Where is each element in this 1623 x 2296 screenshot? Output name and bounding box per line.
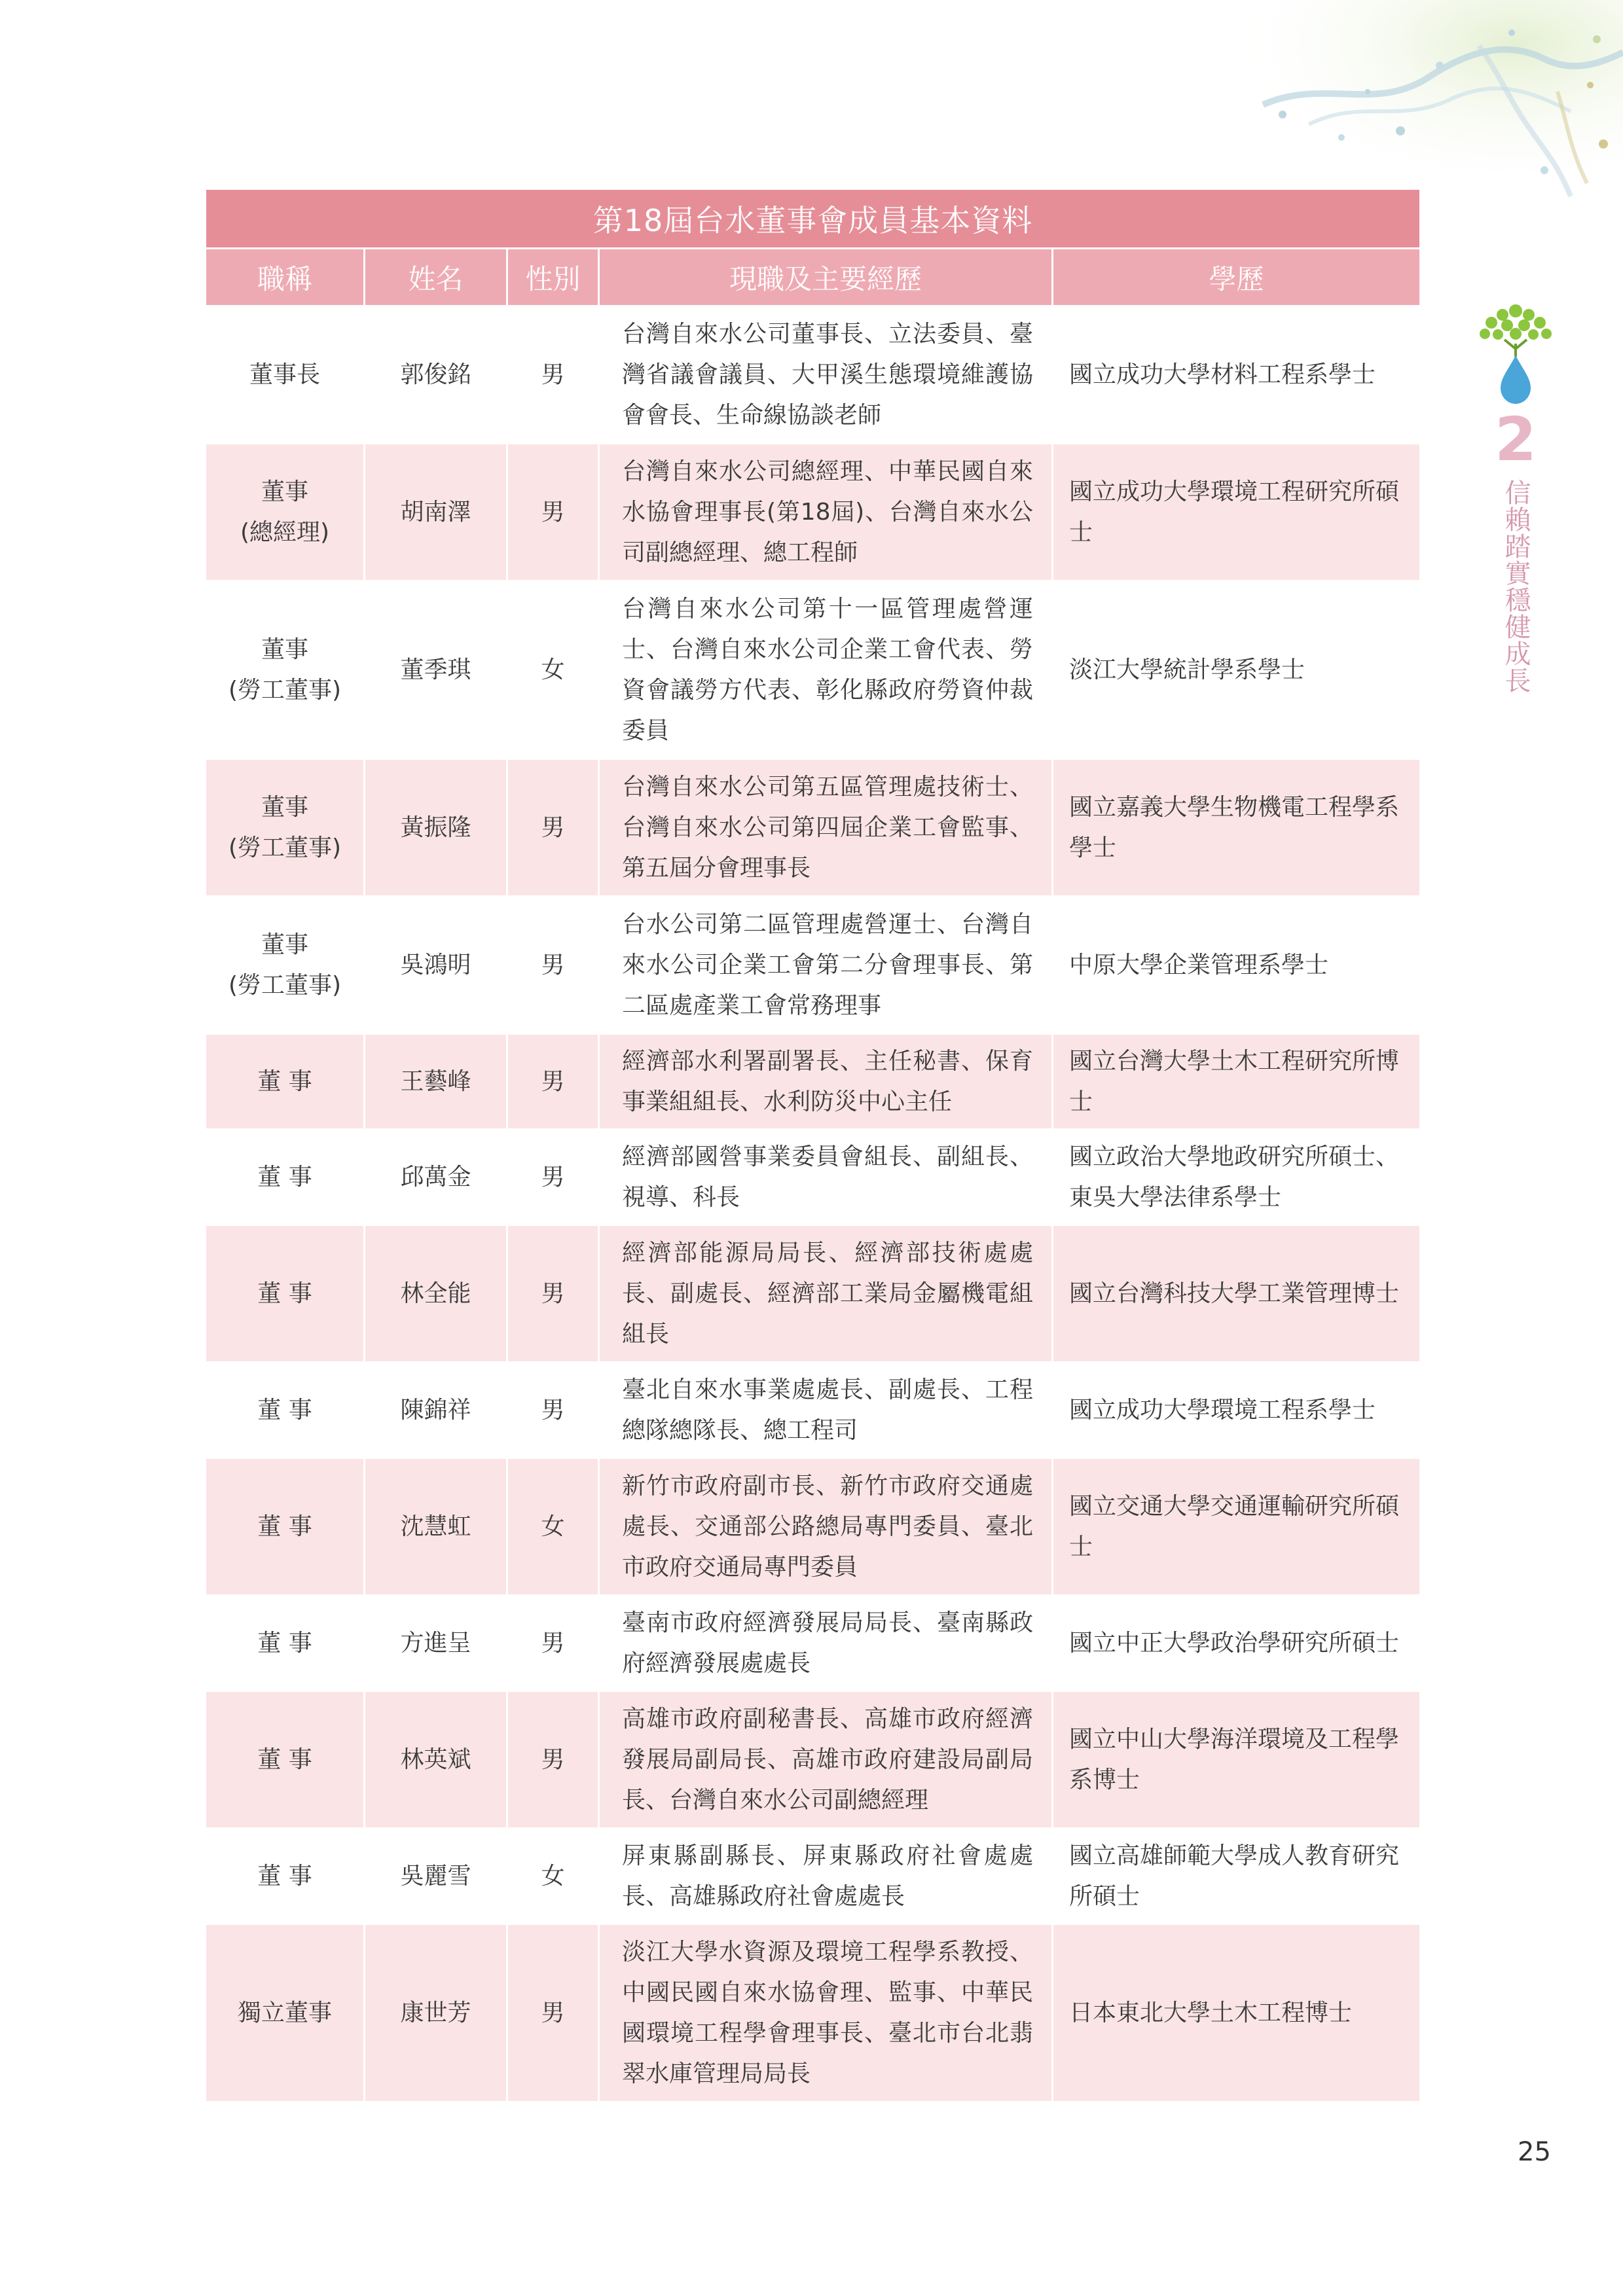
cell-education: 日本東北大學土木工程博士: [1053, 1924, 1421, 2102]
cell-gender: 男: [507, 1130, 599, 1225]
cell-gender: 男: [507, 306, 599, 444]
cell-name: 林英斌: [365, 1691, 507, 1829]
water-splash-decoration: [1204, 0, 1623, 216]
cell-position: 董 事: [206, 1130, 365, 1225]
cell-experience: 台灣自來水公司董事長、立法委員、臺灣省議會議員、大甲溪生態環境維護協會會長、生命線協談老師: [599, 306, 1053, 444]
cell-position: 董 事: [206, 1458, 365, 1596]
cell-name: 林全能: [365, 1225, 507, 1363]
cell-gender: 男: [507, 759, 599, 897]
cell-education: 國立成功大學材料工程系學士: [1053, 306, 1421, 444]
table-row: [206, 581, 1421, 759]
cell-education: 國立成功大學環境工程研究所碩士: [1053, 444, 1421, 581]
cell-experience: 高雄市政府副秘書長、高雄市政府經濟發展局副局長、高雄市政府建設局副局長、台灣自來水公司副總經理: [599, 1691, 1053, 1829]
cell-education: 國立中山大學海洋環境及工程學系博士: [1053, 1691, 1421, 1829]
cell-name: 胡南澤: [365, 444, 507, 581]
chapter-number: 2: [1494, 404, 1537, 475]
cell-gender: 女: [507, 581, 599, 759]
cell-name: 沈慧虹: [365, 1458, 507, 1596]
cell-experience: 臺北自來水事業處處長、副處長、工程總隊總隊長、總工程司: [599, 1363, 1053, 1458]
cell-name: 黃振隆: [365, 759, 507, 897]
page-number: 25: [1518, 2137, 1551, 2167]
table-row: [206, 1924, 1421, 2102]
cell-gender: 女: [507, 1829, 599, 1924]
cell-education: 中原大學企業管理系學士: [1053, 897, 1421, 1034]
table-row: [206, 759, 1421, 897]
cell-gender: 男: [507, 897, 599, 1034]
table-row: [206, 1225, 1421, 1363]
tree-waterdrop-icon: [1473, 298, 1558, 406]
chapter-title: 信賴踏實穩健成長: [1501, 479, 1531, 694]
cell-position: 董 事: [206, 1829, 365, 1924]
cell-name: 郭俊銘: [365, 306, 507, 444]
cell-education: 國立嘉義大學生物機電工程學系學士: [1053, 759, 1421, 897]
cell-gender: 男: [507, 1363, 599, 1458]
cell-education: 國立政治大學地政研究所碩士、東吳大學法律系學士: [1053, 1130, 1421, 1225]
cell-education: 國立台灣大學土木工程研究所博士: [1053, 1034, 1421, 1130]
cell-education: 國立中正大學政治學研究所碩士: [1053, 1596, 1421, 1691]
cell-position: 董 事: [206, 1596, 365, 1691]
cell-gender: 男: [507, 1691, 599, 1829]
cell-experience: 經濟部水利署副署長、主任秘書、保育事業組組長、水利防災中心主任: [599, 1034, 1053, 1130]
table-row: [206, 1130, 1421, 1225]
cell-position: 董事 (勞工董事): [206, 581, 365, 759]
cell-education: 國立交通大學交通運輸研究所碩士: [1053, 1458, 1421, 1596]
cell-experience: 經濟部能源局局長、經濟部技術處處長、副處長、經濟部工業局金屬機電組組長: [599, 1225, 1053, 1363]
header-experience: 現職及主要經歷: [599, 249, 1053, 306]
cell-gender: 男: [507, 1225, 599, 1363]
table-row: [206, 897, 1421, 1034]
cell-position: 董 事: [206, 1691, 365, 1829]
cell-name: 王藝峰: [365, 1034, 507, 1130]
table-row: [206, 1034, 1421, 1130]
header-name: 姓名: [365, 249, 507, 306]
cell-experience: 淡江大學水資源及環境工程學系教授、中國民國自來水協會理、監事、中華民國環境工程學會理事長、臺北市台北翡翠水庫管理局局長: [599, 1924, 1053, 2102]
cell-name: 陳錦祥: [365, 1363, 507, 1458]
cell-position: 董事 (勞工董事): [206, 897, 365, 1034]
cell-gender: 男: [507, 1596, 599, 1691]
table-row: [206, 1458, 1421, 1596]
cell-experience: 新竹市政府副市長、新竹市政府交通處處長、交通部公路總局專門委員、臺北市政府交通局專門委員: [599, 1458, 1053, 1596]
cell-name: 吳麗雪: [365, 1829, 507, 1924]
cell-position: 獨立董事: [206, 1924, 365, 2102]
cell-education: 國立台灣科技大學工業管理博士: [1053, 1225, 1421, 1363]
cell-gender: 女: [507, 1458, 599, 1596]
cell-position: 董 事: [206, 1034, 365, 1130]
table-row: [206, 1691, 1421, 1829]
cell-position: 董 事: [206, 1363, 365, 1458]
cell-experience: 臺南市政府經濟發展局局長、臺南縣政府經濟發展處處長: [599, 1596, 1053, 1691]
cell-experience: 台灣自來水公司第五區管理處技術士、台灣自來水公司第四屆企業工會監事、第五屆分會理事長: [599, 759, 1053, 897]
header-position: 職稱: [206, 249, 365, 306]
cell-name: 吳鴻明: [365, 897, 507, 1034]
cell-experience: 經濟部國營事業委員會組長、副組長、視導、科長: [599, 1130, 1053, 1225]
cell-gender: 男: [507, 1034, 599, 1130]
board-members-table: [204, 188, 1419, 2103]
cell-name: 康世芳: [365, 1924, 507, 2102]
table-row: [206, 1596, 1421, 1691]
cell-position: 董事 (總經理): [206, 444, 365, 581]
cell-name: 方進呈: [365, 1596, 507, 1691]
cell-gender: 男: [507, 444, 599, 581]
cell-experience: 台水公司第二區管理處營運士、台灣自來水公司企業工會第二分會理事長、第二區處產業工會常務理事: [599, 897, 1053, 1034]
cell-education: 淡江大學統計學系學士: [1053, 581, 1421, 759]
table-row: [206, 306, 1421, 444]
cell-gender: 男: [507, 1924, 599, 2102]
cell-position: 董 事: [206, 1225, 365, 1363]
table-row: [206, 444, 1421, 581]
header-education: 學歷: [1053, 249, 1421, 306]
cell-position: 董事 (勞工董事): [206, 759, 365, 897]
cell-name: 董季琪: [365, 581, 507, 759]
cell-education: 國立高雄師範大學成人教育研究所碩士: [1053, 1829, 1421, 1924]
table-title: 第18屆台水董事會成員基本資料: [206, 189, 1421, 249]
table-row: [206, 1363, 1421, 1458]
cell-experience: 台灣自來水公司總經理、中華民國自來水協會理事長(第18屆)、台灣自來水公司副總經理、總工程師: [599, 444, 1053, 581]
table-row: [206, 1829, 1421, 1924]
chapter-side-tab: [1473, 298, 1558, 694]
cell-position: 董事長: [206, 306, 365, 444]
cell-education: 國立成功大學環境工程系學士: [1053, 1363, 1421, 1458]
header-gender: 性別: [507, 249, 599, 306]
cell-experience: 台灣自來水公司第十一區管理處營運士、台灣自來水公司企業工會代表、勞資會議勞方代表、彰化縣政府勞資仲裁委員: [599, 581, 1053, 759]
cell-experience: 屏東縣副縣長、屏東縣政府社會處處長、高雄縣政府社會處處長: [599, 1829, 1053, 1924]
cell-name: 邱萬金: [365, 1130, 507, 1225]
